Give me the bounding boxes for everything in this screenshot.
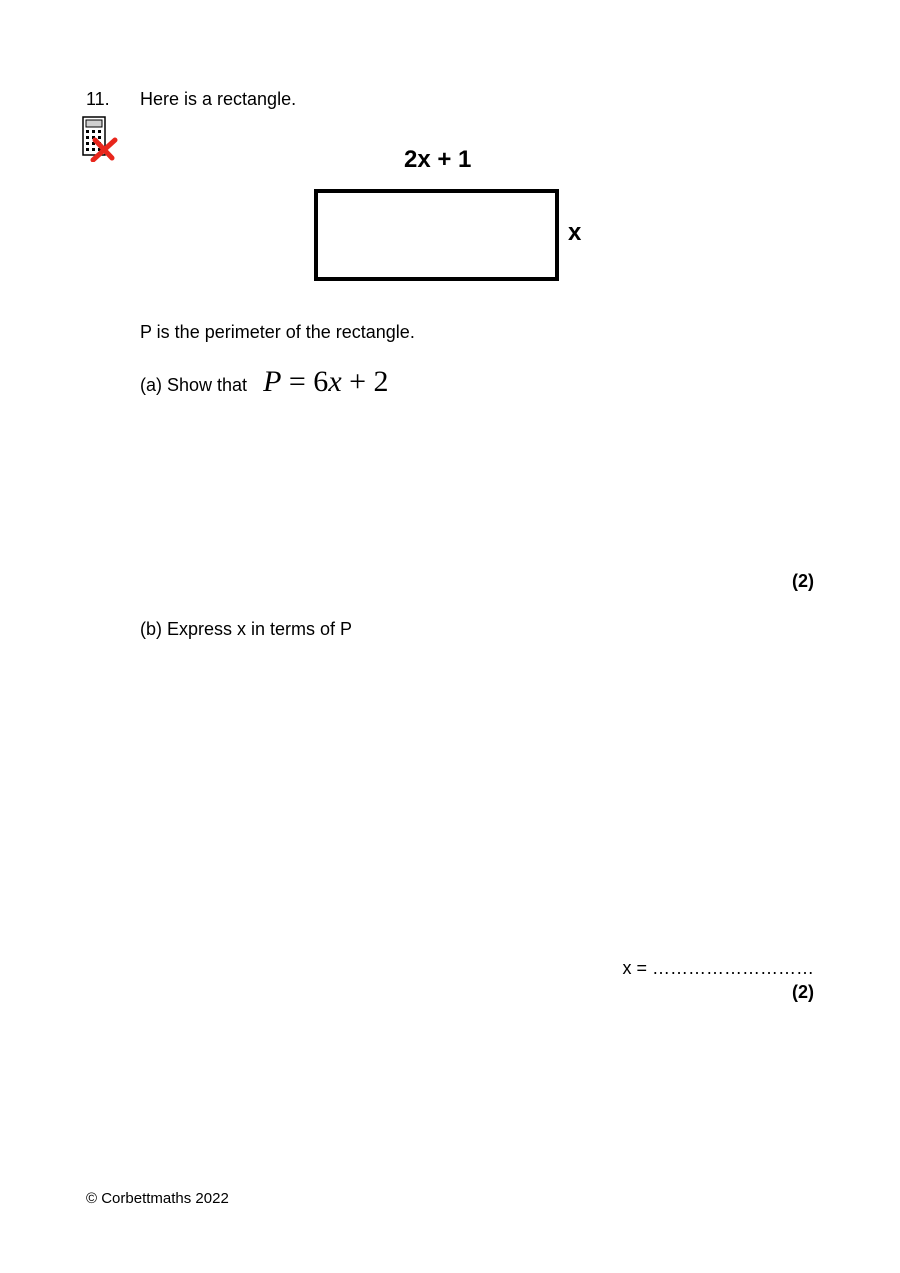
rectangle-shape (314, 189, 559, 281)
formula-lhs: P (263, 365, 282, 398)
part-b-marks: (2) (792, 982, 814, 1002)
question-number: 11. (86, 89, 110, 109)
no-calculator-icon (82, 116, 122, 162)
formula-rest: + 2 (341, 365, 389, 398)
part-a-prompt: (a) Show that (140, 375, 248, 395)
perimeter-statement: P is the perimeter of the rectangle. (140, 322, 415, 342)
formula-var: x (328, 365, 342, 398)
part-a-marks: (2) (792, 571, 814, 591)
rectangle-height-label: x (568, 219, 582, 246)
formula-eq: = 6 (281, 365, 329, 398)
part-b-prompt: (b) Express x in terms of P (140, 619, 353, 639)
part-b-answer-line[interactable]: x = ……………………… (622, 958, 814, 978)
copyright-footer: © Corbettmaths 2022 (86, 1190, 229, 1207)
part-a-formula (263, 365, 389, 399)
part-a-question (140, 365, 389, 399)
rectangle-width-label: 2x + 1 (404, 146, 472, 173)
question-intro: Here is a rectangle. (140, 89, 297, 109)
